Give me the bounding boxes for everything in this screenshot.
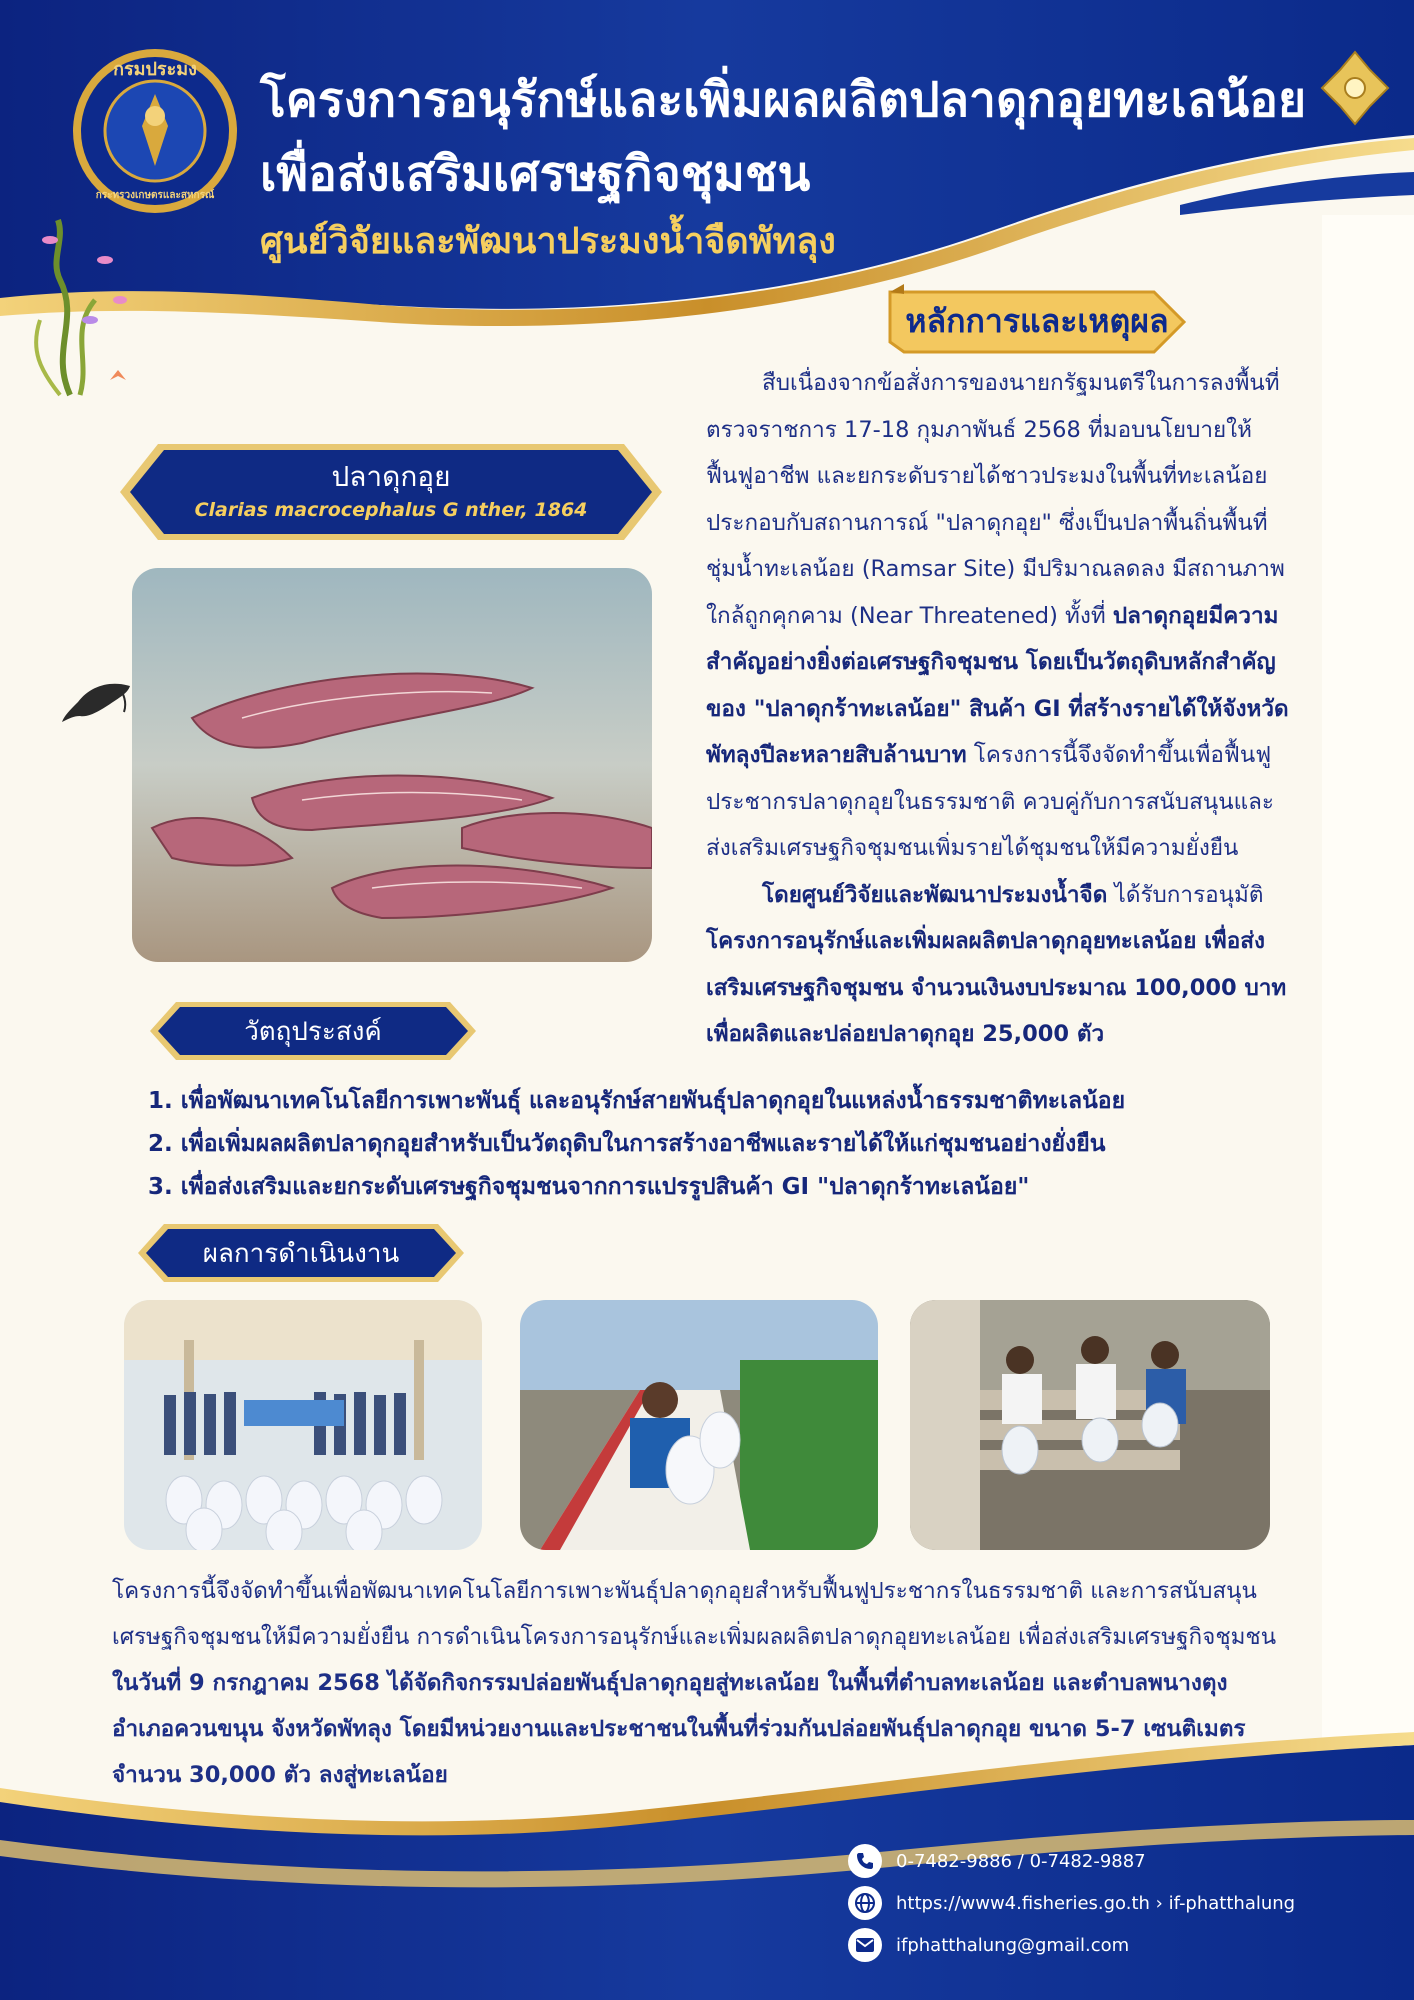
contact-email[interactable] <box>848 1928 1129 1962</box>
rationale-line: ตรวจราชการ 17-18 กุมภาพันธ์ 2568 ที่มอบนโยบายให้ <box>706 416 1252 443</box>
logo-text-top: กรมประมง <box>113 59 197 80</box>
contact-website-text[interactable]: https://www4.fisheries.go.th › if-phatthalung <box>896 1892 1296 1914</box>
globe-icon <box>848 1886 882 1920</box>
results-line: เศรษฐกิจชุมชนให้มีความยั่งยืน การดำเนินโครงการอนุรักษ์และเพิ่มผลผลิตปลาดุกอุยทะเลน้อย เพื่อส่งเสริมเศรษฐกิจชุมชน <box>112 1624 1277 1650</box>
objective-item-3: 3. เพื่อส่งเสริมและยกระดับเศรษฐกิจชุมชนจากการแปรรูปสินค้า GI "ปลาดุกร้าทะเลน้อย" <box>148 1174 1030 1200</box>
subtitle: ศูนย์วิจัยและพัฒนาประมงน้ำจืดพัทลุง <box>260 221 836 262</box>
result-photo-boat <box>520 1300 878 1550</box>
ornament-icon <box>1320 50 1390 126</box>
rationale-line: ของ "ปลาดุกร้าทะเลน้อย" สินค้า GI ที่สร้างรายได้ให้จังหวัด <box>706 695 1289 722</box>
main-title-line2: เพื่อส่งเสริมเศรษฐกิจชุมชน <box>260 146 811 202</box>
rationale-line: เพื่อผลิตและปล่อยปลาดุกอุย 25,000 ตัว <box>706 1021 1105 1047</box>
results-line: จำนวน 30,000 ตัว ลงสู่ทะเลน้อย <box>112 1762 448 1788</box>
logo-text-bottom: กระทรวงเกษตรและสหกรณ์ <box>95 190 215 201</box>
mail-icon <box>848 1928 882 1962</box>
results-paragraph <box>112 1568 1322 1798</box>
results-heading-ribbon <box>136 1222 466 1284</box>
result-photo-release <box>910 1300 1270 1550</box>
results-heading: ผลการดำเนินงาน <box>202 1238 400 1269</box>
results-line: โครงการนี้จึงจัดทำขึ้นเพื่อพัฒนาเทคโนโลยีการเพาะพันธุ์ปลาดุกอุยสำหรับฟื้นฟูประชากรในธรรมชาติ และการสนับสนุน <box>112 1578 1257 1604</box>
rationale-line: สำคัญอย่างยิ่งต่อเศรษฐกิจชุมชน โดยเป็นวัตถุดิบหลักสำคัญ <box>706 649 1276 675</box>
rationale-line: โดยศูนย์วิจัยและพัฒนาประมงน้ำจืด ได้รับการอนุมัติ <box>762 881 1264 908</box>
phone-icon <box>848 1844 882 1878</box>
catfish-photo <box>132 568 652 962</box>
contact-email-text[interactable]: ifphatthalung@gmail.com <box>896 1934 1130 1956</box>
rationale-line: เสริมเศรษฐกิจชุมชน จำนวนเงินงบประมาณ 100,000 บาท <box>706 974 1287 1001</box>
objectives-heading-ribbon <box>148 1000 478 1062</box>
species-thai-name: ปลาดุกอุย <box>331 460 451 493</box>
rationale-line: ใกล้ถูกคุกคาม (Near Threatened) ทั้งที่ ปลาดุกอุยมีความ <box>706 602 1279 629</box>
rationale-line: ประกอบกับสถานการณ์ "ปลาดุกอุย" ซึ่งเป็นปลาพื้นถิ่นพื้นที่ <box>706 509 1268 536</box>
species-ribbon <box>118 440 664 544</box>
rationale-line: สืบเนื่องจากข้อสั่งการของนายกรัฐมนตรีในการลงพื้นที่ <box>762 370 1280 396</box>
contact-website[interactable] <box>848 1886 1295 1920</box>
rationale-line: ประชากรปลาดุกอุยในธรรมชาติ ควบคู่กับการสนับสนุนและ <box>706 788 1275 815</box>
results-line: อำเภอควนขนุน จังหวัดพัทลุง โดยมีหน่วยงานและประชาชนในพื้นที่ร่วมกันปล่อยพันธุ์ปลาดุกอุย ขนาด 5-7 เซนติเมตร <box>112 1716 1246 1742</box>
main-title-line1: โครงการอนุรักษ์และเพิ่มผลผลิตปลาดุกอุยทะเลน้อย <box>260 72 1307 128</box>
rationale-heading: หลักการและเหตุผล <box>905 301 1169 340</box>
contact-phone <box>848 1844 1146 1878</box>
rationale-line: ฟื้นฟูอาชีพ และยกระดับรายได้ชาวประมงในพื้นที่ทะเลน้อย <box>706 463 1268 489</box>
species-scientific-name: Clarias macrocephalus G nther, 1864 <box>194 499 588 521</box>
results-line: ในวันที่ 9 กรกฎาคม 2568 ได้จัดกิจกรรมปล่อยพันธุ์ปลาดุกอุยสู่ทะเลน้อย ในพื้นที่ตำบลทะเลน้อย และตำบลพนางตุง <box>112 1670 1228 1696</box>
rationale-line: ชุ่มน้ำทะเลน้อย (Ramsar Site) มีปริมาณลดลง มีสถานภาพ <box>706 556 1285 582</box>
contact-phone-text: 0-7482-9886 / 0-7482-9887 <box>896 1850 1146 1872</box>
catfish-icon <box>60 672 132 728</box>
result-photo-group <box>124 1300 482 1550</box>
rationale-paragraph <box>706 360 1326 1058</box>
rationale-line: โครงการอนุรักษ์และเพิ่มผลผลิตปลาดุกอุยทะเลน้อย เพื่อส่ง <box>706 928 1265 954</box>
objectives-heading: วัตถุประสงค์ <box>244 1016 382 1047</box>
department-logo <box>70 46 240 216</box>
seaweed-decoration <box>10 200 150 400</box>
objective-item-2: 2. เพื่อเพิ่มผลผลิตปลาดุกอุยสำหรับเป็นวัตถุดิบในการสร้างอาชีพและรายได้ให้แก่ชุมชนอย่างยั่งยืน <box>148 1131 1106 1157</box>
objective-item-1: 1. เพื่อพัฒนาเทคโนโลยีการเพาะพันธุ์ และอนุรักษ์สายพันธุ์ปลาดุกอุยในแหล่งน้ำธรรมชาติทะเลน้อย <box>148 1088 1126 1114</box>
rationale-heading-ribbon <box>884 282 1190 360</box>
rationale-line: พัทลุงปีละหลายสิบล้านบาท โครงการนี้จึงจัดทำขึ้นเพื่อฟื้นฟู <box>706 742 1272 768</box>
rationale-line: ส่งเสริมเศรษฐกิจชุมชนเพิ่มรายได้ชุมชนให้มีความยั่งยืน <box>706 835 1239 861</box>
